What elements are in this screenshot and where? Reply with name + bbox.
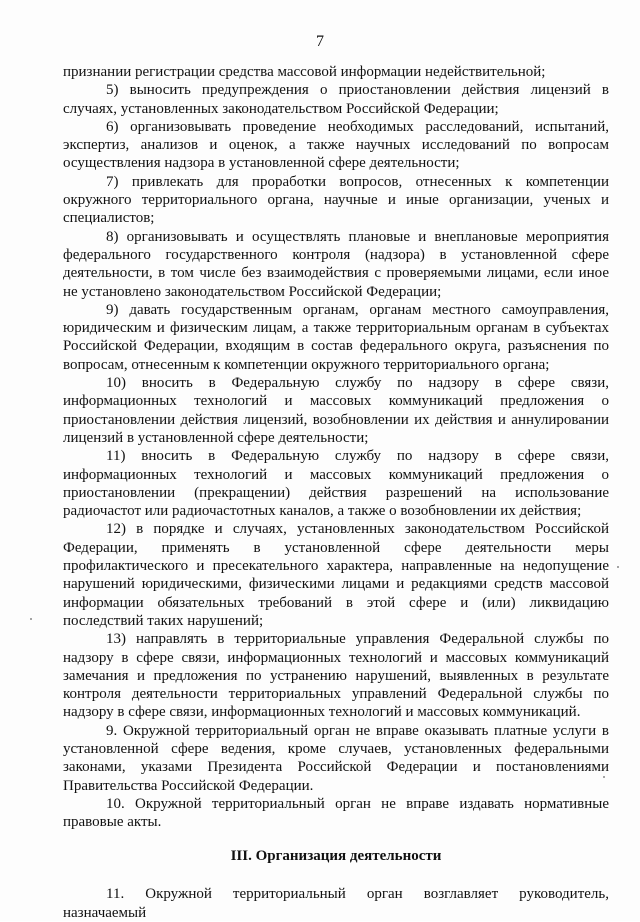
paragraph-item-7: 7) привлекать для проработки вопросов, отнесенных к компетенции окружного территориального органа, научные и иные организации, ученых и специалистов;	[63, 173, 609, 227]
section-heading: III. Организация деятельности	[230, 848, 442, 865]
scan-speck	[603, 776, 605, 778]
paragraph-clause-10: 10. Окружной территориальный орган не вправе издавать нормативные правовые акты.	[63, 795, 609, 831]
document-body	[63, 63, 609, 922]
paragraph-item-9: 9) давать государственным органам, органам местного самоуправления, юридическим и физическим лицам, а также территориальным органам в субъектах Российской Федерации, входящим в состав федерального округа, разъяснения по вопросам, отнесенным к компетенции окружного территориального органа;	[63, 301, 609, 373]
paragraph-clause-11: 11. Окружной территориальный орган возглавляет руководитель, назначаемый	[63, 886, 609, 921]
paragraph-item-6: 6) организовывать проведение необходимых расследований, испытаний, экспертиз, анализов и оценок, а также научных исследований по вопросам осуществления надзора в установленной сфере деятельности;	[63, 118, 609, 172]
paragraph-clause-9: 9. Окружной территориальный орган не вправе оказывать платные услуги в установленной сфере ведения, кроме случаев, установленных федеральными законами, указами Президента Российской Федерации и постановлениями Правительства Российской Федерации.	[63, 722, 609, 794]
scan-speck	[30, 618, 32, 620]
paragraph-item-11: 11) вносить в Федеральную службу по надзору в сфере связи, информационных технологий и массовых коммуникаций предложения о приостановлении (прекращении) действия разрешений на использование радиочастот или радиочастотных каналов, а также о возобновлении их действия;	[63, 448, 609, 520]
page-number: 7	[316, 33, 324, 50]
scan-speck	[617, 566, 619, 568]
paragraph-continuation: признании регистрации средства массовой информации недействительной;	[63, 64, 546, 80]
paragraph-item-8: 8) организовывать и осуществлять плановые и внеплановые мероприятия федерального государственного контроля (надзора) в установленной сфере деятельности, в том числе без взаимодействия с проверяемыми лицами, если иное не установлено законодательством Российской Федерации;	[63, 228, 609, 300]
paragraph-item-10: 10) вносить в Федеральную службу по надзору в сфере связи, информационных технологий и массовых коммуникаций предложения о приостановлении действия лицензий, возобновлении их действия и аннулировании лицензий в установленной сфере деятельности;	[63, 375, 609, 446]
paragraph-item-13: 13) направлять в территориальные управления Федеральной службы по надзору в сфере связи, информационных технологий и массовых коммуникаций замечания и предложения по устранению нарушений, выявленных в результате контроля деятельности территориальных управлений Федеральной службы по надзору в сфере связи, информационных технологий и массовых коммуникаций.	[63, 631, 609, 721]
paragraph-item-5: 5) выносить предупреждения о приостановлении действия лицензий в случаях, установленных законодательством Российской Федерации;	[63, 82, 609, 117]
paragraph-item-12: 12) в порядке и случаях, установленных законодательством Российской Федерации, применять в установленной сфере деятельности меры профилактического и пресекательного характера, направленные на недопущение нарушений юридическими, физическими лицами и редакциями средств массовой информации обязательных требований в этой сфере и (или) ликвидацию последствий таких нарушений;	[63, 521, 609, 629]
